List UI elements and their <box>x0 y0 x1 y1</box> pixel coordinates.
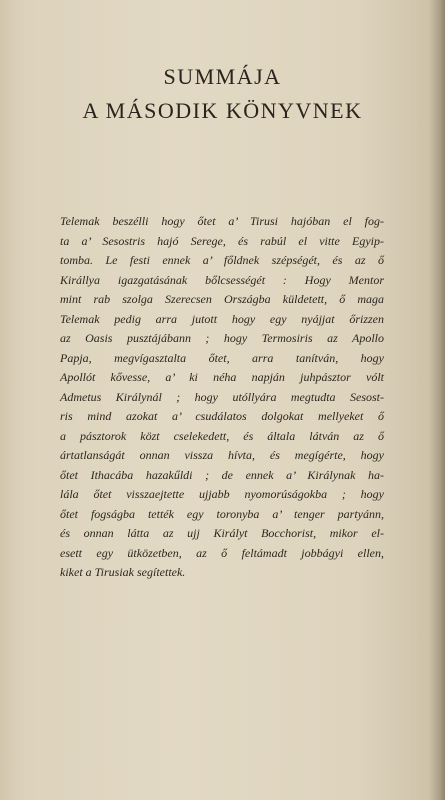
summary-line: ártatlanságát onnan vissza hívta, és megígérte, hogy <box>60 448 384 462</box>
chapter-heading-line-1: SUMMÁJA <box>163 64 282 89</box>
summary-line: Papja, megvígasztalta őtet, arra tanítván, hogy <box>60 350 384 365</box>
summary-line: Apollót kővesse, a’ ki néha napján juhpásztor vólt <box>60 370 384 384</box>
summary-line: kiket a Tirusiak segítettek. <box>60 565 186 579</box>
summary-line: ta a’ Sesostris hajó Serege, és rabúl el vitte Egyip- <box>60 233 384 248</box>
summary-line: mint rab szolga Szerecsen Országba küldetett, ő maga <box>60 292 384 306</box>
summary-line: az Oasis pusztájábann ; hogy Termosiris az Apollo <box>60 331 384 345</box>
summary-line: és onnan látta az ujj Királyt Bocchorist, mikor el- <box>60 526 384 540</box>
summary-line: Királlya igazgatásának bőlcsességét : Hogy Mentor <box>60 272 384 287</box>
summary-line: lála őtet visszaejtette ujjabb nyomorúságokba ; hogy <box>60 487 384 501</box>
summary-line: ris mind azokat a’ csudálatos dolgokat mellyeket ő <box>60 409 384 423</box>
summary-line: tomba. Le festi ennek a’ főldnek szépségét, és az ő <box>60 253 384 267</box>
summary-line: őtet fogságba tették egy toronyba a’ tenger partyánn, <box>60 506 384 521</box>
summary-line: Telemak pedig arra jutott hogy egy nyájjat őrizzen <box>60 311 384 326</box>
summary-line: esett egy ütközetben, az ő feltámadt jobbágyi ellen, <box>60 545 384 560</box>
summary-line: Admetus Királynál ; hogy utóllyára megtudta Sesost- <box>60 389 384 404</box>
summary-line: Telemak beszélli hogy őtet a’ Tirusi hajóban el fog- <box>60 214 384 228</box>
summary-line: őtet Ithacába hazakűldi ; de ennek a’ Királynak ha- <box>60 467 384 482</box>
summary-paragraph <box>60 212 384 583</box>
chapter-heading-line-2: A MÁSODIK KÖNYVNEK <box>82 98 363 123</box>
summary-line: a pásztorok közt cselekedett, és általa látván az ő <box>60 428 384 443</box>
